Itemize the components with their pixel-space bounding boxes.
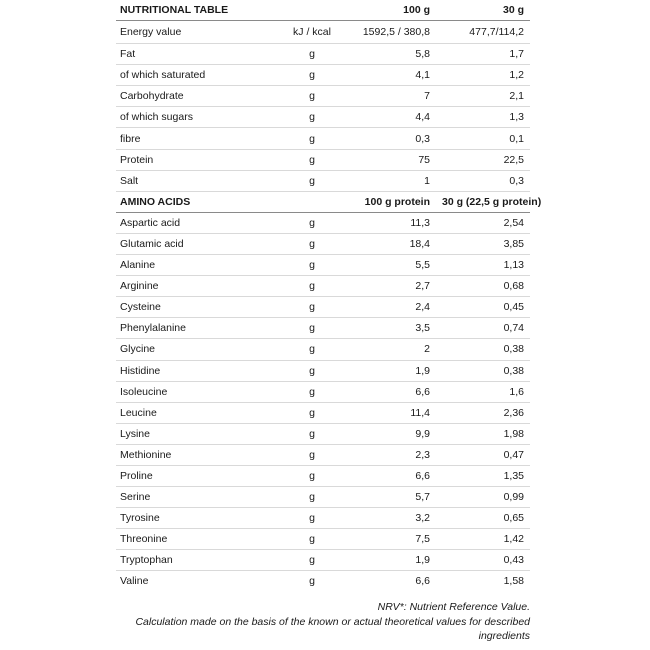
row-label: Histidine: [116, 360, 276, 381]
amino-row: [116, 571, 530, 592]
row-value-100: 5,5: [346, 255, 438, 276]
row-value-30: 0,47: [438, 444, 530, 465]
row-value-30: 1,42: [438, 529, 530, 550]
nutrition-table: [116, 0, 542, 592]
row-unit: g: [309, 575, 315, 588]
amino-row: [116, 423, 530, 444]
nutrition-row: [116, 107, 530, 128]
row-label: Methionine: [116, 444, 276, 465]
row-unit: g: [276, 402, 346, 423]
row-value-100: 100 g protein: [346, 191, 438, 212]
row-label: Valine: [120, 575, 149, 588]
row-label: Glycine: [116, 339, 276, 360]
row-value-100: 2: [346, 339, 438, 360]
row-value-30: 0,38: [438, 339, 530, 360]
row-unit: g: [276, 339, 346, 360]
row-unit: g: [276, 444, 346, 465]
row-value-30: 0,3: [438, 170, 530, 191]
row-value-100: 0,3: [346, 128, 438, 149]
calculation-note: Calculation made on the basis of the known or actual theoretical values for described ingredients: [135, 615, 530, 642]
row-unit: g: [276, 550, 346, 571]
amino-row: [116, 402, 530, 423]
amino-row: [116, 318, 530, 339]
row-label: Salt: [116, 170, 276, 191]
row-value-100: 9,9: [346, 423, 438, 444]
row-value-100: 4,4: [346, 107, 438, 128]
row-label: fibre: [116, 128, 276, 149]
amino-row: [116, 487, 530, 508]
row-unit: g: [276, 276, 346, 297]
row-unit: g: [276, 487, 346, 508]
amino-row: [116, 508, 530, 529]
row-label: Energy value: [116, 21, 276, 44]
row-value-30: 30 g (22,5 g protein): [438, 191, 530, 212]
row-unit: kJ / kcal: [276, 21, 346, 44]
row-unit: g: [276, 149, 346, 170]
nutrition-table-container: [116, 0, 542, 592]
amino-row: [116, 529, 530, 550]
row-value-100: 11,4: [346, 402, 438, 423]
row-value-30: 0,38: [438, 360, 530, 381]
row-unit: g: [276, 86, 346, 107]
row-label: Phenylalanine: [116, 318, 276, 339]
row-value-100: 3,2: [346, 508, 438, 529]
row-unit: g: [276, 297, 346, 318]
row-value-100: 1,9: [346, 360, 438, 381]
row-value-100: 5,7: [346, 487, 438, 508]
row-unit: g: [276, 360, 346, 381]
row-unit: g: [276, 255, 346, 276]
row-unit: g: [276, 170, 346, 191]
row-value-30: 22,5: [438, 149, 530, 170]
amino-row: [116, 465, 530, 486]
amino-row: [116, 297, 530, 318]
amino-row: [116, 255, 530, 276]
row-label: Aspartic acid: [116, 212, 276, 233]
row-label: of which sugars: [116, 107, 276, 128]
row-value-100: 6,6: [346, 465, 438, 486]
row-label: Leucine: [116, 402, 276, 423]
amino-header-row: [116, 191, 530, 212]
row-label: Carbohydrate: [116, 86, 276, 107]
row-label: of which saturated: [116, 65, 276, 86]
row-value-100: 18,4: [346, 233, 438, 254]
amino-row: [116, 339, 530, 360]
row-label: Lysine: [116, 423, 276, 444]
row-unit: g: [276, 107, 346, 128]
row-value-100: 11,3: [346, 212, 438, 233]
row-label: NUTRITIONAL TABLE: [116, 0, 276, 21]
row-value-30: 1,7: [438, 44, 530, 65]
row-label: AMINO ACIDS: [116, 191, 276, 212]
row-value-30: 1,58: [503, 575, 524, 588]
row-label: Isoleucine: [116, 381, 276, 402]
row-value-30: 0,65: [438, 508, 530, 529]
nutrition-row: [116, 65, 530, 86]
row-unit: g: [276, 465, 346, 486]
row-value-100: 4,1: [346, 65, 438, 86]
nutrition-row: [116, 44, 530, 65]
row-unit: g: [276, 44, 346, 65]
row-value-30: 1,2: [438, 65, 530, 86]
row-unit: g: [276, 128, 346, 149]
row-unit: g: [276, 423, 346, 444]
row-label: Protein: [116, 149, 276, 170]
row-value-30: 1,35: [438, 465, 530, 486]
row-label: Serine: [116, 487, 276, 508]
nutrition-row: [116, 149, 530, 170]
row-label: Threonine: [116, 529, 276, 550]
row-label: Proline: [116, 465, 276, 486]
row-label: Arginine: [116, 276, 276, 297]
row-unit: g: [276, 233, 346, 254]
amino-row: [116, 381, 530, 402]
nrv-note: NRV*: Nutrient Reference Value.: [377, 601, 530, 613]
row-value-100: 75: [346, 149, 438, 170]
row-value-30: 0,1: [438, 128, 530, 149]
row-label: Fat: [116, 44, 276, 65]
row-value-100: 2,7: [346, 276, 438, 297]
row-value-100: 1,9: [346, 550, 438, 571]
row-value-100: 7,5: [346, 529, 438, 550]
row-value-30: 2,1: [438, 86, 530, 107]
nutrition-header-row: [116, 0, 530, 21]
row-unit: g: [276, 65, 346, 86]
row-label: Alanine: [116, 255, 276, 276]
row-label: Tryptophan: [116, 550, 276, 571]
row-value-30: 1,98: [438, 423, 530, 444]
row-value-100: 3,5: [346, 318, 438, 339]
row-unit: [276, 0, 346, 21]
row-value-30: 0,74: [438, 318, 530, 339]
amino-row: [116, 360, 530, 381]
row-value-30: 0,43: [438, 550, 530, 571]
row-label: Cysteine: [116, 297, 276, 318]
row-unit: g: [276, 212, 346, 233]
row-value-100: 1: [346, 170, 438, 191]
amino-row: [116, 212, 530, 233]
amino-row: [116, 550, 530, 571]
row-value-100: 1592,5 / 380,8: [346, 21, 438, 44]
row-unit: [276, 191, 346, 212]
row-unit: g: [276, 318, 346, 339]
row-value-30: 30 g: [438, 0, 530, 21]
row-unit: g: [276, 508, 346, 529]
nutrition-row: [116, 86, 530, 107]
row-value-100: 100 g: [346, 0, 438, 21]
row-value-30: 0,99: [438, 487, 530, 508]
row-value-100: 6,6: [346, 381, 438, 402]
amino-row: [116, 233, 530, 254]
row-value-100: 5,8: [346, 44, 438, 65]
row-value-30: 2,54: [438, 212, 530, 233]
row-value-30: 1,3: [438, 107, 530, 128]
row-label: Glutamic acid: [116, 233, 276, 254]
row-value-30: 0,45: [438, 297, 530, 318]
nutrition-row: [116, 170, 530, 191]
footnotes: [130, 600, 530, 644]
row-value-100: 2,3: [346, 444, 438, 465]
row-value-100: 2,4: [346, 297, 438, 318]
row-value-30: 0,68: [438, 276, 530, 297]
amino-row: [116, 444, 530, 465]
row-value-30: 3,85: [438, 233, 530, 254]
nutrition-row: [116, 21, 530, 44]
row-value-30: 477,7/114,2: [438, 21, 530, 44]
amino-row: [116, 276, 530, 297]
row-value-30: 1,6: [438, 381, 530, 402]
row-unit: g: [276, 529, 346, 550]
row-value-30: 2,36: [438, 402, 530, 423]
row-value-30: 1,13: [438, 255, 530, 276]
row-value-100: 7: [346, 86, 438, 107]
row-unit: g: [276, 381, 346, 402]
row-label: Tyrosine: [116, 508, 276, 529]
row-value-100: 6,6: [415, 575, 430, 588]
nutrition-row: [116, 128, 530, 149]
